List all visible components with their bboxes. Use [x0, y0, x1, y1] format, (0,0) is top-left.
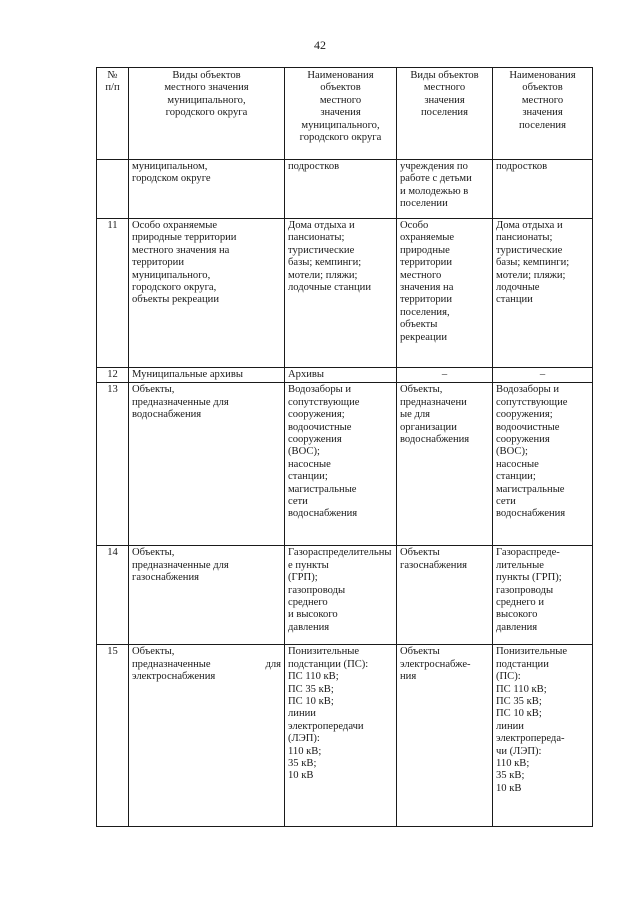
- row-name-settlement: подростков: [493, 160, 593, 219]
- row-type-municipal: Муниципальные архивы: [129, 368, 285, 383]
- row-name-municipal: Дома отдыха и пансионаты; туристические базы; кемпинги; мотели; пляжи; лодочные станции: [285, 219, 397, 368]
- header-name-municipal: Наименования объектов местного значения муниципального, городского округа: [285, 68, 397, 160]
- type-line-2: [132, 659, 281, 671]
- row-number: 15: [97, 645, 129, 827]
- table-row: [97, 368, 593, 383]
- row-type-municipal: муниципальном, городском округе: [129, 160, 285, 219]
- type-line-3: электроснабжения: [132, 671, 216, 683]
- row-number: 12: [97, 368, 129, 383]
- row-type-municipal: Объекты, предназначенные для водоснабжения: [129, 383, 285, 546]
- type-line-2-word-a: предназначенные: [132, 658, 211, 670]
- table-row: [97, 160, 593, 219]
- row-name-municipal: Архивы: [285, 368, 397, 383]
- row-type-settlement: Объекты электроснабже- ния: [397, 645, 493, 827]
- row-name-settlement: –: [493, 368, 593, 383]
- header-type-settlement: Виды объектов местного значения поселения: [397, 68, 493, 160]
- type-line-1: Объекты,: [132, 646, 175, 658]
- row-name-settlement: Дома отдыха и пансионаты; туристические базы; кемпинги; мотели; пляжи; лодочные станции: [493, 219, 593, 368]
- row-type-municipal: [129, 645, 285, 827]
- row-name-settlement: Водозаборы и сопутствующие сооружения; водоочистные сооружения (ВОС); насосные станции; магистральные сети водоснабжения: [493, 383, 593, 546]
- row-type-settlement: Объекты, предназначени ые для организации водоснабжения: [397, 383, 493, 546]
- row-type-settlement: Особо охраняемые природные территории местного значения на территории поселения, объекты рекреации: [397, 219, 493, 368]
- row-number: 11: [97, 219, 129, 368]
- row-name-municipal: подростков: [285, 160, 397, 219]
- row-name-municipal: Газораспределительные пункты (ГРП); газопроводы среднего и высокого давления: [285, 546, 397, 645]
- table-row: [97, 219, 593, 368]
- row-type-municipal: Особо охраняемые природные территории местного значения на территории муниципального, городского округа, объекты рекреации: [129, 219, 285, 368]
- row-name-settlement: Понизительные подстанции (ПС): ПС 110 кВ; ПС 35 кВ; ПС 10 кВ; линии электропереда- чи (ЛЭП): 110 кВ; 35 кВ; 10 кВ: [493, 645, 593, 827]
- page-number: 42: [314, 38, 326, 52]
- row-name-municipal: Водозаборы и сопутствующие сооружения; водоочистные сооружения (ВОС); насосные станции; магистральные сети водоснабжения: [285, 383, 397, 546]
- table-row: [97, 645, 593, 827]
- type-line-2-word-b: для: [265, 658, 281, 670]
- row-type-settlement: Объекты газоснабжения: [397, 546, 493, 645]
- table-row: [97, 546, 593, 645]
- header-name-settlement: Наименования объектов местного значения поселения: [493, 68, 593, 160]
- row-number: 14: [97, 546, 129, 645]
- header-type-municipal: Виды объектов местного значения муниципального, городского округа: [129, 68, 285, 160]
- table-row: [97, 383, 593, 546]
- row-name-settlement: Газораспреде- лительные пункты (ГРП); газопроводы среднего и высокого давления: [493, 546, 593, 645]
- row-type-settlement: –: [397, 368, 493, 383]
- row-number: 13: [97, 383, 129, 546]
- header-number: № п/п: [97, 68, 129, 160]
- row-name-municipal: Понизительные подстанции (ПС): ПС 110 кВ; ПС 35 кВ; ПС 10 кВ; линии электропередачи (ЛЭП): 110 кВ; 35 кВ; 10 кВ: [285, 645, 397, 827]
- row-type-settlement: учреждения по работе с детьми и молодежью в поселении: [397, 160, 493, 219]
- table-header-row: [97, 68, 593, 160]
- objects-table: [96, 67, 593, 827]
- row-number: [97, 160, 129, 219]
- row-type-municipal: Объекты, предназначенные для газоснабжения: [129, 546, 285, 645]
